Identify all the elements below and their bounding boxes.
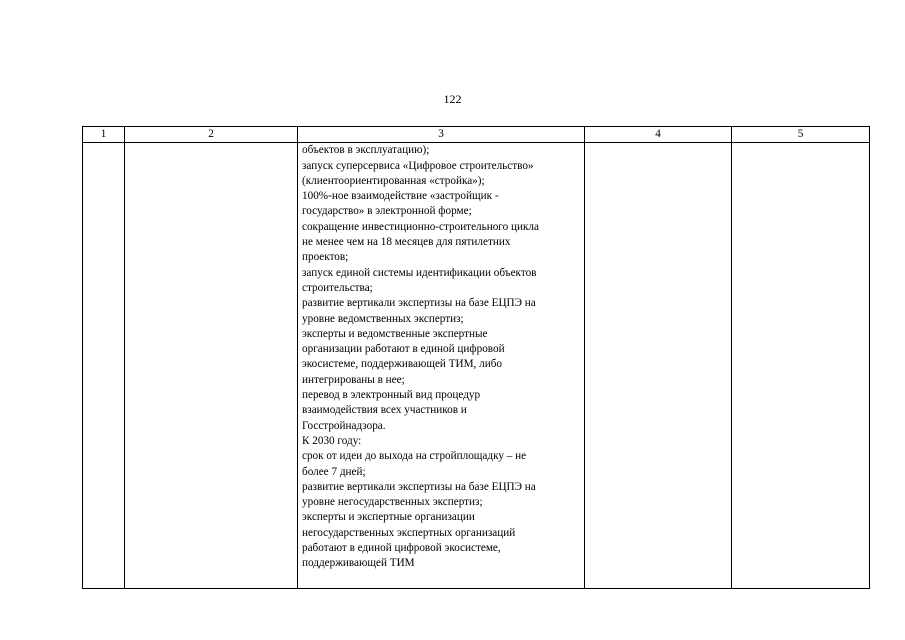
cell-text-line: Госстройнадзора. xyxy=(302,419,386,432)
cell-text-line: работают в единой цифровой экосистеме, xyxy=(302,542,501,555)
page-number: 122 xyxy=(443,92,462,106)
table-header-row xyxy=(83,127,870,143)
column-header-1: 1 xyxy=(83,127,125,143)
cell-text-line: 100%-ное взаимодействие «застройщик - xyxy=(302,190,499,203)
cell-text-line: взаимодействия всех участников и xyxy=(302,404,467,417)
cell-col-3 xyxy=(298,143,585,589)
cell-text-line: поддерживающей ТИМ xyxy=(302,557,415,570)
cell-text-line: запуск суперсервиса «Цифровое строительство» xyxy=(302,159,534,172)
cell-text-line: эксперты и ведомственные экспертные xyxy=(302,327,488,340)
cell-col-3-text xyxy=(298,143,584,571)
cell-text-line: экосистеме, поддерживающей ТИМ, либо xyxy=(302,358,503,371)
cell-text-line: объектов в эксплуатацию); xyxy=(302,144,430,157)
cell-text-line: запуск единой системы идентификации объектов xyxy=(302,266,537,279)
cell-col-1 xyxy=(83,143,125,589)
column-header-3: 3 xyxy=(298,127,585,143)
cell-col-5 xyxy=(732,143,870,589)
cell-text-line: проектов; xyxy=(302,251,349,264)
cell-text-line: не менее чем на 18 месяцев для пятилетних xyxy=(302,236,511,249)
cell-text-line: срок от идеи до выхода на стройплощадку – не xyxy=(302,450,527,463)
cell-text-line: К 2030 году: xyxy=(302,434,362,447)
cell-text-line: более 7 дней; xyxy=(302,465,366,478)
cell-text-line: сокращение инвестиционно-строительного цикла xyxy=(302,220,539,233)
cell-text-line: интегрированы в нее; xyxy=(302,373,405,386)
column-header-5: 5 xyxy=(732,127,870,143)
cell-text-line: организации работают в единой цифровой xyxy=(302,343,505,356)
cell-text-line: развитие вертикали экспертизы на базе ЕЦПЭ на xyxy=(302,297,536,310)
table-row xyxy=(83,143,870,589)
column-header-2: 2 xyxy=(125,127,298,143)
cell-text-line: (клиентоориентированная «стройка»); xyxy=(302,174,485,187)
cell-text-line: перевод в электронный вид процедур xyxy=(302,389,481,402)
cell-text-line: негосударственных экспертных организаций xyxy=(302,526,516,539)
cell-col-2 xyxy=(125,143,298,589)
cell-text-line: развитие вертикали экспертизы на базе ЕЦПЭ на xyxy=(302,480,536,493)
cell-text-line: государство» в электронной форме; xyxy=(302,205,472,218)
cell-col-4 xyxy=(585,143,732,589)
cell-text-line: уровне ведомственных экспертиз; xyxy=(302,312,464,325)
cell-text-line: эксперты и экспертные организации xyxy=(302,511,475,524)
document-table xyxy=(82,126,870,589)
cell-text-line: уровне негосударственных экспертиз; xyxy=(302,496,483,509)
column-header-4: 4 xyxy=(585,127,732,143)
cell-text-line: строительства; xyxy=(302,281,373,294)
